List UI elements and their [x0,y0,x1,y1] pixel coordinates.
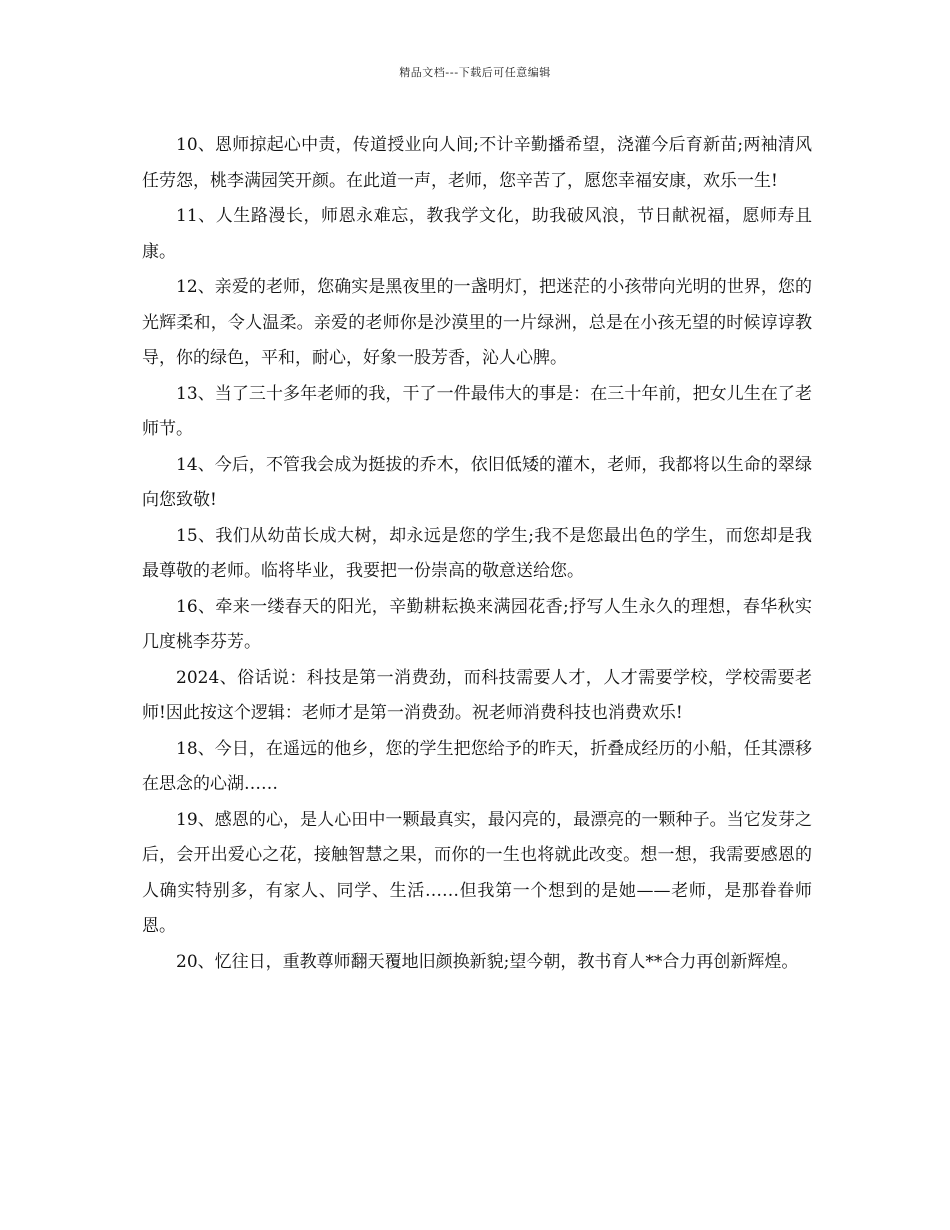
paragraph-20: 20、忆往日，重教尊师翻天覆地旧颜换新貌;望今朝，教书育人**合力再创新辉煌。 [176,951,799,972]
paragraph-14: 14、今后，不管我会成为挺拔的乔木，依旧低矮的灌木，老师，我都将以生命的翠绿向您致敬! [142,454,812,510]
paragraph-13: 13、当了三十多年老师的我，干了一件最伟大的事是：在三十年前，把女儿生在了老师节。 [142,383,812,439]
paragraph-18: 18、今日，在遥远的他乡，您的学生把您给予的昨天，折叠成经历的小船，任其漂移在思念的心湖…… [142,738,812,794]
paragraph-19: 19、感恩的心，是人心田中一颗最真实，最闪亮的，最漂亮的一颗种子。当它发芽之后，会开出爱心之花，接触智慧之果，而你的一生也将就此改变。想一想，我需要感恩的人确实特别多，有家人、同学、生活……但我第一个想到的是她——老师，是那眷眷师恩。 [142,809,812,936]
paragraph-16: 16、牵来一缕春天的阳光，辛勤耕耘换来满园花香;抒写人生永久的理想，春华秋实几度桃李芬芳。 [142,596,812,652]
document-body [142,128,812,980]
paragraph-12: 12、亲爱的老师，您确实是黑夜里的一盏明灯，把迷茫的小孩带向光明的世界，您的光辉柔和，令人温柔。亲爱的老师你是沙漠里的一片绿洲，总是在小孩无望的时候谆谆教导，你的绿色，平和，耐心，好象一股芳香，沁人心脾。 [142,277,812,368]
page-header: 精品文档---下载后可任意编辑 [399,66,551,79]
paragraph-11: 11、人生路漫长，师恩永难忘，教我学文化，助我破风浪，节日献祝福，愿师寿且康。 [142,206,812,262]
paragraph-2024: 2024、俗话说：科技是第一消费劲，而科技需要人才，人才需要学校，学校需要老师!因此按这个逻辑：老师才是第一消费劲。祝老师消费科技也消费欢乐! [142,667,812,723]
paragraph-10: 10、恩师掠起心中责，传道授业向人间;不计辛勤播希望，浇灌今后育新苗;两袖清风任劳怨，桃李满园笑开颜。在此道一声，老师，您辛苦了，愿您幸福安康，欢乐一生! [142,135,812,191]
paragraph-15: 15、我们从幼苗长成大树，却永远是您的学生;我不是您最出色的学生，而您却是我最尊敬的老师。临将毕业，我要把一份崇高的敬意送给您。 [142,525,812,581]
